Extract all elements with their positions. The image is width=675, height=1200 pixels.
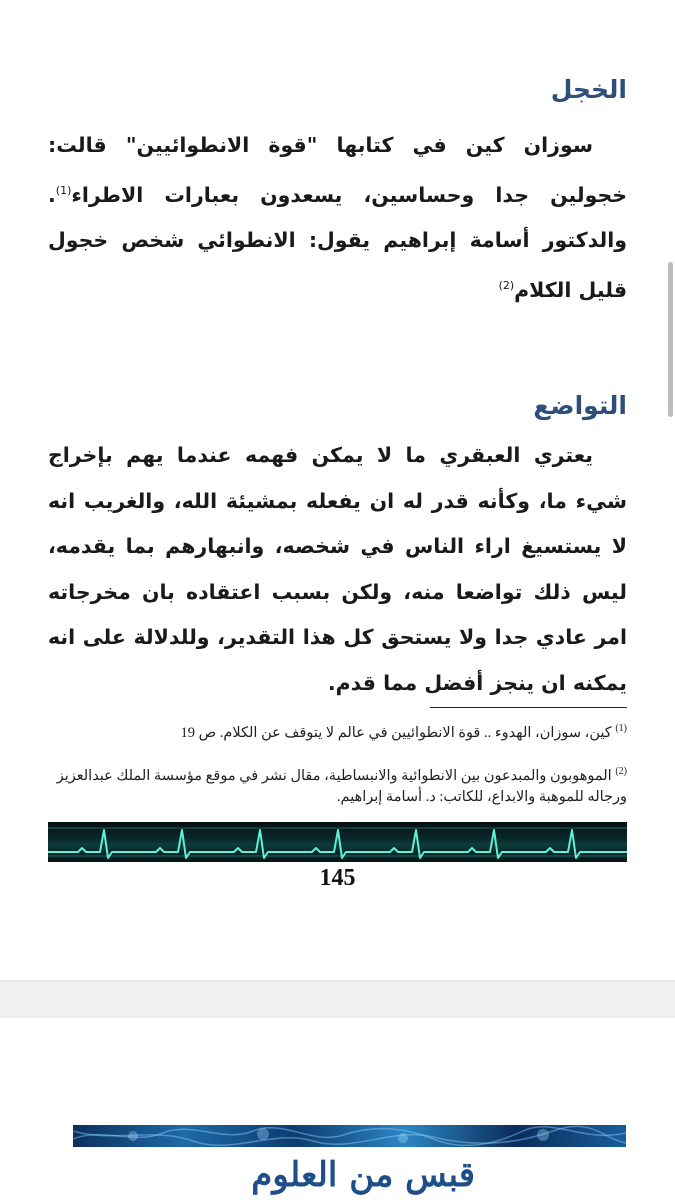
section-paragraph-humility: يعتري العبقري ما لا يمكن فهمه عندما يهم بإخراج شيء ما، وكأنه قدر له ان يفعله بمشيئة الله، والغريب انه لا يستسيغ اراء الناس في شخصه، وانبهارهم بما يقدمه، ليس ذلك تواضعا منه، ولكن بسبب اعتقاده بان مخرجاته امر عادي جدا ولا يستحق كل هذا التقدير، وللدلالة على انه يمكنه ان ينجز أفضل مما قدم. xyxy=(48,443,627,695)
section-paragraph-shyness: سوزان كين في كتابها "قوة الانطوائيين" قالت: خجولين جدا وحساسين، يسعدون بعبارات الاطراء$^{(1)}$. والدكتور أسامة إبراهيم يقول: الانطوائي شخص خجول قليل الكلام$^{(2)}$ xyxy=(48,133,627,302)
footnote-2: $^{(2)}$ الموهوبون والمبدعون بين الانطوائية والانبساطية، مقال نشر في موقع مؤسسة الملك عبدالعزيز ورجاله للموهبة والابداع، للكاتب: د. أسامة إبراهيم. xyxy=(56,766,627,805)
banner-pattern-icon xyxy=(73,1125,626,1147)
footnote-ref-1[interactable]: (1) xyxy=(55,184,72,197)
page-separator xyxy=(0,980,675,986)
page-number: 145 xyxy=(319,865,356,891)
next-page-title: قبس من العلوم xyxy=(251,1155,475,1195)
next-book-page xyxy=(0,1018,675,1200)
section-heading-humility: التواضع xyxy=(533,391,627,420)
footnote-divider xyxy=(430,707,627,708)
heartbeat-line-icon xyxy=(48,822,627,862)
footnote-1: $^{(1)}$ كين، سوزان، الهدوء .. قوة الانطوائيين في عالم لا يتوقف عن الكلام. ص 19 xyxy=(180,723,627,741)
decorative-banner xyxy=(73,1125,626,1147)
scrollbar-thumb[interactable] xyxy=(668,262,673,417)
section-heading-shyness: الخجل xyxy=(550,75,627,104)
footnote-ref-2[interactable]: (2) xyxy=(498,278,515,292)
heartbeat-decoration xyxy=(48,822,627,862)
